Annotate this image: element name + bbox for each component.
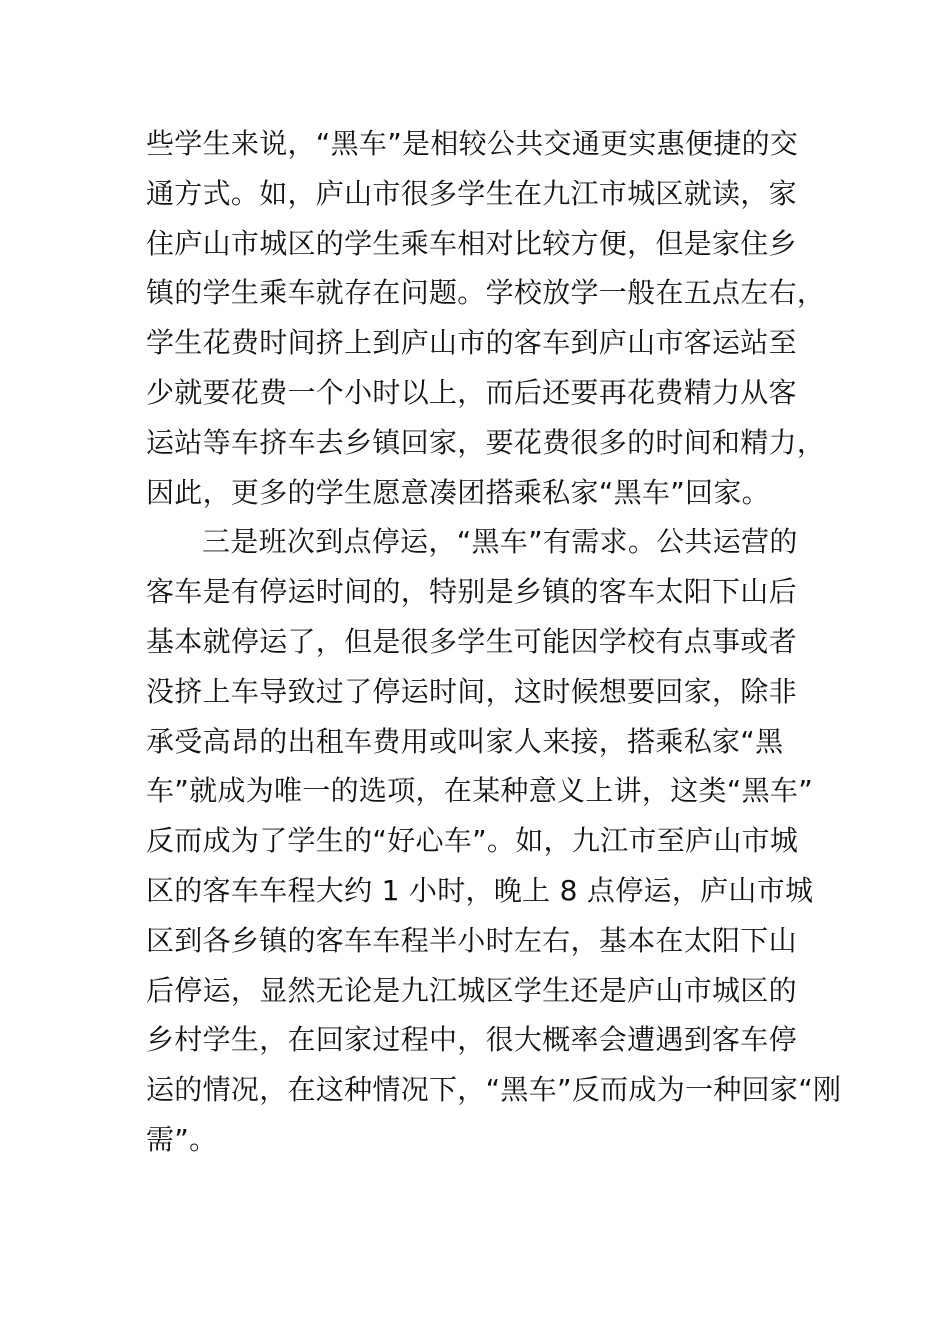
paragraph-line: 住庐山市城区的学生乘车相对比较方便，但是家住乡 — [146, 226, 797, 260]
paragraph-line: 没挤上车导致过了停运时间，这时候想要回家，除非 — [146, 674, 797, 708]
paragraph-line: 运的情况，在这种情况下，“黑车”反而成为一种回家“刚 — [146, 1073, 842, 1107]
paragraph-line: 需”。 — [146, 1122, 218, 1156]
paragraph-line: 通方式。如，庐山市很多学生在九江市城区就读，家 — [146, 176, 797, 210]
paragraph-line: 区到各乡镇的客车车程半小时左右，基本在太阳下山 — [146, 923, 797, 957]
paragraph-line: 乡村学生，在回家过程中，很大概率会遭遇到客车停 — [146, 1023, 797, 1057]
paragraph-line: 后停运，显然无论是九江城区学生还是庐山市城区的 — [146, 973, 797, 1007]
paragraph-line: 些学生来说，“黑车”是相较公共交通更实惠便捷的交 — [146, 127, 799, 160]
paragraph-line: 运站等车挤车去乡镇回家，要花费很多的时间和精力， — [146, 425, 826, 459]
paragraph-line: 基本就停运了，但是很多学生可能因学校有点事或者 — [146, 624, 797, 658]
paragraph-line: 镇的学生乘车就存在问题。学校放学一般在五点左右， — [146, 276, 826, 310]
paragraph-line: 客车是有停运时间的，特别是乡镇的客车太阳下山后 — [146, 575, 797, 609]
paragraph-line: 学生花费时间挤上到庐山市的客车到庐山市客运站至 — [146, 326, 797, 360]
paragraph-line: 因此，更多的学生愿意凑团搭乘私家“黑车”回家。 — [146, 475, 770, 509]
paragraph-line: 反而成为了学生的“好心车”。如，九江市至庐山市城 — [146, 824, 799, 858]
paragraph-line: 少就要花费一个小时以上，而后还要再花费精力从客 — [146, 375, 797, 409]
paragraph-line: 车”就成为唯一的选项，在某种意义上讲，这类“黑车” — [146, 774, 814, 808]
paragraph-first-line: 三是班次到点停运，“黑车”有需求。公共运营的 — [202, 525, 798, 559]
body-text — [146, 119, 842, 1165]
paragraph-line: 区的客车车程大约 1 小时，晚上 8 点停运，庐山市城 — [146, 873, 814, 907]
paragraph-line: 承受高昂的出租车费用或叫家人来接，搭乘私家“黑 — [146, 724, 784, 758]
